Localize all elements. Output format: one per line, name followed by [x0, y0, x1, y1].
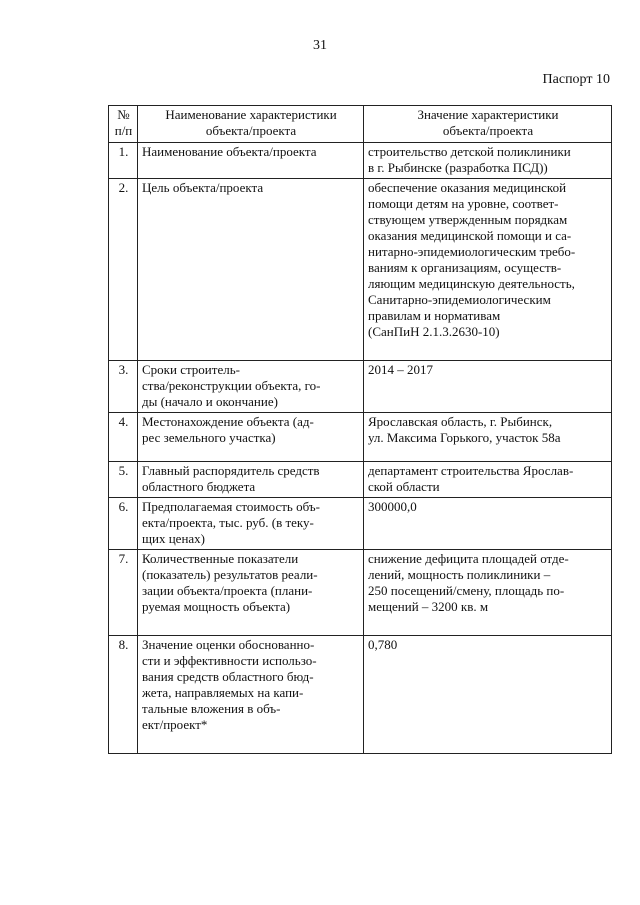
row-characteristic-name: Предполагаемая стоимость объ- екта/проекта, тыс. руб. (в теку- щих ценах): [138, 498, 364, 550]
row-characteristic-name: Главный распорядитель средств областного бюджета: [138, 462, 364, 498]
table-row: [109, 462, 612, 498]
page-number: 31: [313, 38, 327, 53]
row-characteristic-name: Местонахождение объекта (ад- рес земельного участка): [138, 413, 364, 462]
row-number: 7.: [109, 550, 138, 636]
row-number: 6.: [109, 498, 138, 550]
passport-label: Паспорт 10: [542, 72, 610, 87]
row-number: 2.: [109, 179, 138, 361]
table-row: [109, 413, 612, 462]
row-characteristic-value: департамент строительства Ярослав- ской области: [364, 462, 612, 498]
row-characteristic-value: 0,780: [364, 636, 612, 754]
row-number: 8.: [109, 636, 138, 754]
row-characteristic-value: обеспечение оказания медицинской помощи детям на уровне, соответ- ствующем утвержденным порядкам оказания медицинской помощи и са- нитарно-эпидемиологическим требо- ваниям к организациям, осуществ- ляющим медицинскую деятельность, Санитарно-эпидемиологическим правилам и нормативам (СанПиН 2.1.3.2630-10): [364, 179, 612, 361]
row-number: 1.: [109, 143, 138, 179]
row-characteristic-value: Ярославская область, г. Рыбинск, ул. Максима Горького, участок 58а: [364, 413, 612, 462]
header-value: Значение характеристики объекта/проекта: [364, 106, 612, 143]
table-row: [109, 143, 612, 179]
row-characteristic-name: Цель объекта/проекта: [138, 179, 364, 361]
row-characteristic-value: 2014 – 2017: [364, 361, 612, 413]
header-num: № п/п: [109, 106, 138, 143]
row-characteristic-name: Значение оценки обоснованно- сти и эффективности использо- вания средств областного бюд- жета, направляемых на капи- тальные вложения в объ- ект/проект*: [138, 636, 364, 754]
table-header-row: [109, 106, 612, 143]
table-row: [109, 636, 612, 754]
table-row: [109, 179, 612, 361]
row-characteristic-value: 300000,0: [364, 498, 612, 550]
row-characteristic-value: снижение дефицита площадей отде- лений, мощность поликлиники – 250 посещений/смену, площадь по- мещений – 3200 кв. м: [364, 550, 612, 636]
row-characteristic-name: Наименование объекта/проекта: [138, 143, 364, 179]
row-number: 4.: [109, 413, 138, 462]
table-row: [109, 550, 612, 636]
row-characteristic-value: строительство детской поликлиники в г. Рыбинске (разработка ПСД)): [364, 143, 612, 179]
characteristics-table: [108, 105, 612, 754]
header-name: Наименование характеристики объекта/проекта: [138, 106, 364, 143]
row-characteristic-name: Сроки строитель- ства/реконструкции объекта, го- ды (начало и окончание): [138, 361, 364, 413]
table-row: [109, 498, 612, 550]
row-number: 3.: [109, 361, 138, 413]
row-characteristic-name: Количественные показатели (показатель) результатов реали- зации объекта/проекта (плани- руемая мощность объекта): [138, 550, 364, 636]
table-row: [109, 361, 612, 413]
row-number: 5.: [109, 462, 138, 498]
